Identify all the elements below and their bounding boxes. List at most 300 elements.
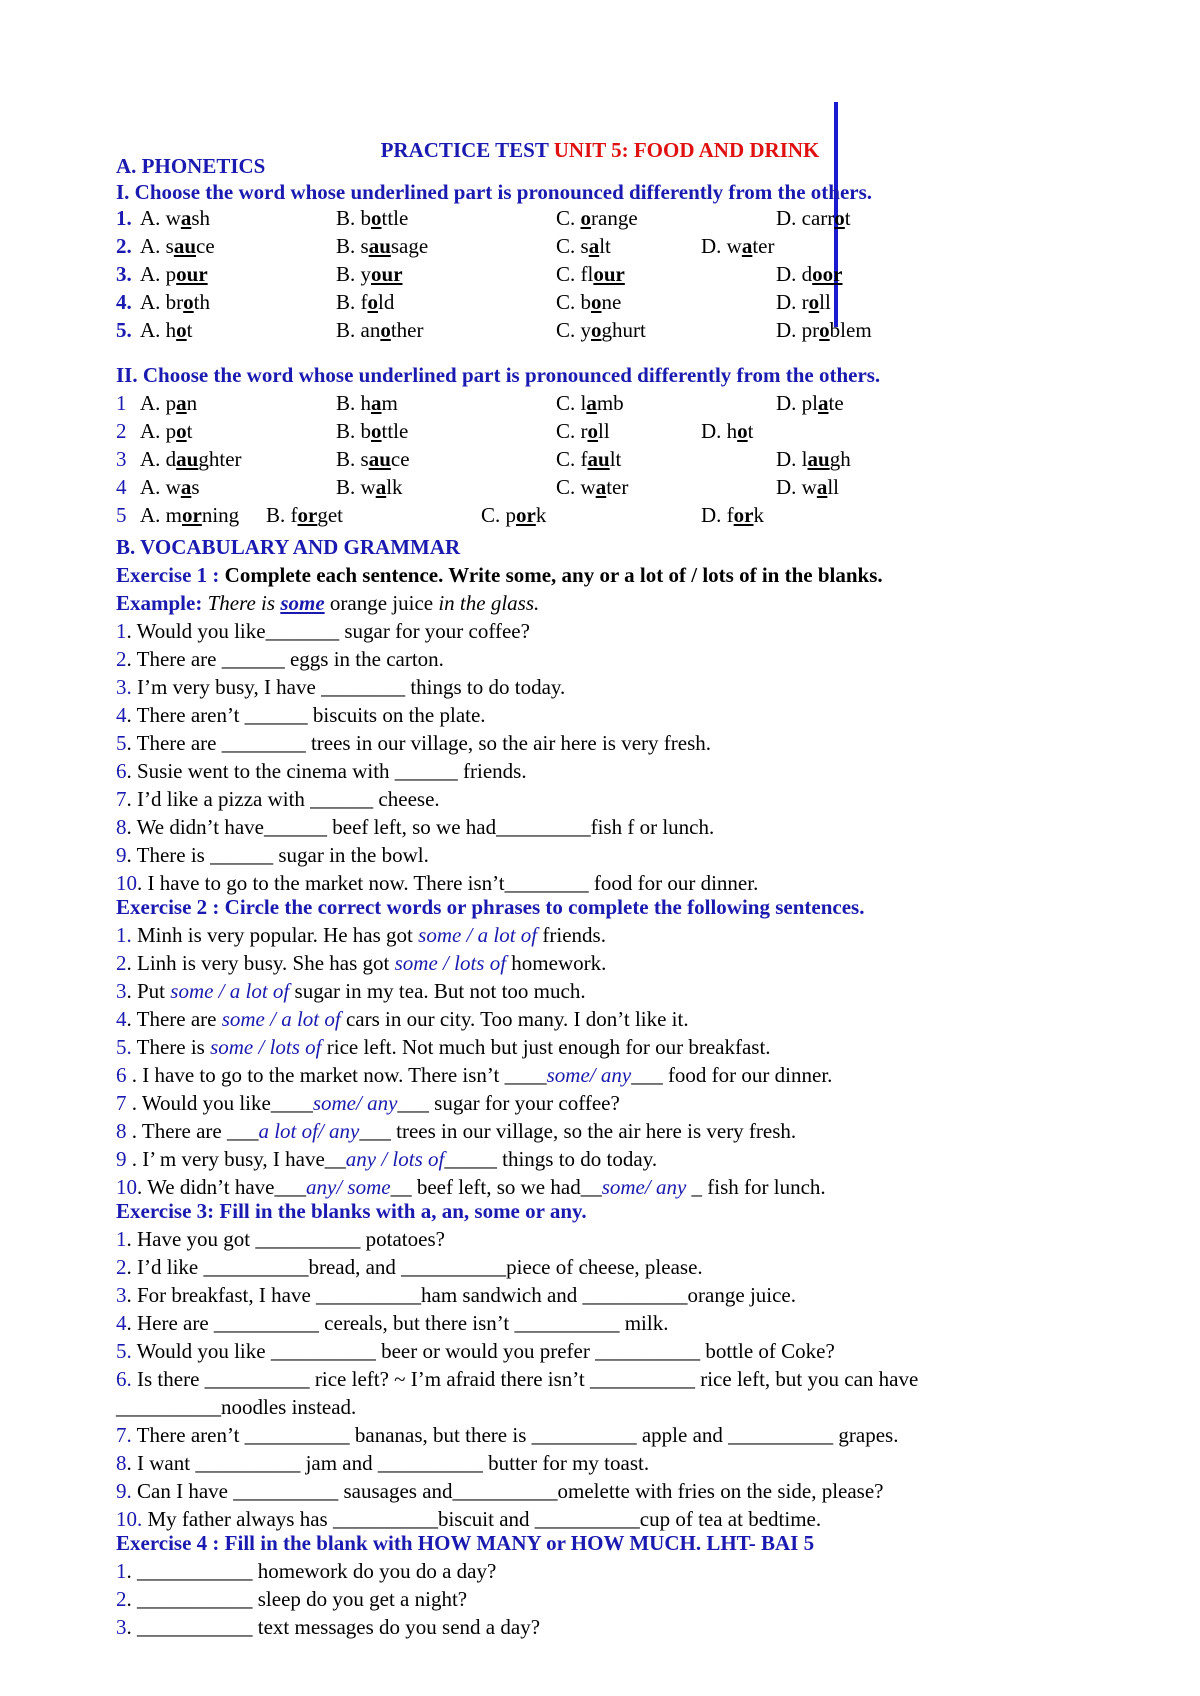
item-text: . ___________ homework do you do a day? bbox=[126, 1559, 497, 1583]
exercise-item bbox=[116, 785, 440, 813]
option-text: sage bbox=[390, 234, 429, 258]
exercise-item bbox=[116, 1061, 832, 1089]
exercise-item bbox=[116, 1033, 771, 1061]
underlined-part: au bbox=[173, 234, 197, 258]
exercise-item bbox=[116, 701, 486, 729]
option-text: C. l bbox=[556, 391, 587, 415]
underlined-part: o bbox=[371, 419, 382, 443]
question-number: 5 bbox=[116, 503, 127, 527]
underlined-part: a bbox=[176, 391, 187, 415]
exercise-item bbox=[116, 1005, 689, 1033]
option-text: A. br bbox=[140, 290, 184, 314]
item-text: There is bbox=[131, 1035, 211, 1059]
item-number: 4 bbox=[116, 1007, 127, 1031]
option-text: get bbox=[317, 503, 343, 527]
example-label: Example: bbox=[116, 591, 203, 615]
item-number: 10. bbox=[116, 1507, 143, 1531]
item-text: . Linh is very busy. She has got bbox=[126, 951, 395, 975]
option-d bbox=[701, 501, 764, 529]
underlined-part: o bbox=[591, 318, 602, 342]
option-d bbox=[776, 288, 831, 316]
item-number: 10 bbox=[116, 1175, 137, 1199]
option-text: D. r bbox=[776, 290, 809, 314]
question-number: 5. bbox=[116, 318, 132, 342]
item-number: 6 bbox=[116, 759, 127, 783]
option-text: s bbox=[191, 475, 200, 499]
item-number: 7. bbox=[116, 1423, 132, 1447]
option-text: C. w bbox=[556, 475, 596, 499]
item-text: sugar in my tea. But not too much. bbox=[289, 979, 586, 1003]
item-text: . I have to go to the market now. There isn’t ____ bbox=[126, 1063, 547, 1087]
option-b bbox=[336, 260, 403, 288]
section-vocabulary: B. VOCABULARY AND GRAMMAR bbox=[116, 535, 461, 559]
exercise-2-heading bbox=[116, 893, 864, 921]
underlined-part: o bbox=[591, 290, 602, 314]
option-text: B. h bbox=[336, 391, 372, 415]
option-d bbox=[776, 204, 851, 232]
underlined-part: or bbox=[182, 503, 202, 527]
exercise-item bbox=[116, 1365, 918, 1393]
item-number: 3 bbox=[116, 979, 127, 1003]
option-text: ne bbox=[601, 290, 622, 314]
option-text: C. s bbox=[556, 234, 589, 258]
option-b bbox=[336, 417, 408, 445]
underlined-part: a bbox=[586, 391, 597, 415]
question-number: 1 bbox=[116, 391, 127, 415]
option-b bbox=[336, 445, 410, 473]
exercise-3-heading: Exercise 3: Fill in the blanks with a, an, some or any. bbox=[116, 1199, 587, 1223]
option-text: C. p bbox=[481, 503, 517, 527]
option-text: A. p bbox=[140, 419, 177, 443]
underlined-part: a bbox=[180, 475, 192, 499]
option-a bbox=[140, 288, 210, 316]
answer-choice: some / a lot of bbox=[418, 923, 538, 947]
option-text: ning bbox=[201, 503, 240, 527]
option-text: C. b bbox=[556, 290, 592, 314]
item-number: 2 bbox=[116, 951, 127, 975]
item-text: Can I have __________ sausages and__________omelette with fries on the side, please? bbox=[131, 1479, 884, 1503]
option-a bbox=[140, 501, 239, 529]
option-text: k bbox=[535, 503, 547, 527]
exercise-4-heading: Exercise 4 : Fill in the blank with HOW MANY or HOW MUCH. LHT- BAI 5 bbox=[116, 1531, 815, 1555]
item-number: 4 bbox=[116, 1311, 127, 1335]
underlined-part: a bbox=[371, 391, 382, 415]
option-text: B. f bbox=[336, 290, 368, 314]
option-d bbox=[776, 389, 844, 417]
option-text: ttle bbox=[381, 419, 409, 443]
exercise-1-example bbox=[116, 589, 539, 617]
item-text: . ___________ sleep do you get a night? bbox=[126, 1587, 468, 1611]
option-text: C. y bbox=[556, 318, 592, 342]
option-text: lk bbox=[386, 475, 403, 499]
exercise-item bbox=[116, 1225, 445, 1253]
item-text: . Put bbox=[126, 979, 171, 1003]
option-a bbox=[140, 204, 210, 232]
item-number: 1 bbox=[116, 1227, 127, 1251]
underlined-part: oor bbox=[812, 262, 843, 286]
phonetics-2-instruction: II. Choose the word whose underlined part is pronounced differently from the others. bbox=[116, 363, 881, 387]
underlined-part: o bbox=[367, 290, 378, 314]
item-text: ___ sugar for your coffee? bbox=[397, 1091, 620, 1115]
option-text: D. w bbox=[701, 234, 742, 258]
option-text: ttle bbox=[381, 206, 409, 230]
exercise-item bbox=[116, 1613, 540, 1641]
underlined-part: a bbox=[741, 234, 753, 258]
exercise-2-label: Exercise 2 : bbox=[116, 895, 220, 919]
option-text: C. r bbox=[556, 419, 588, 443]
option-text: A. s bbox=[140, 234, 174, 258]
item-number: 7 bbox=[116, 787, 127, 811]
item-number: 3. bbox=[116, 675, 132, 699]
underlined-part: o bbox=[176, 318, 187, 342]
example-word: some bbox=[280, 591, 325, 615]
option-c bbox=[556, 232, 611, 260]
item-text: . I’ m very busy, I have__ bbox=[126, 1147, 346, 1171]
item-text: . We didn’t have______ beef left, so we had_________fish f or lunch. bbox=[126, 815, 715, 839]
option-text: C. fl bbox=[556, 262, 594, 286]
option-text: ll bbox=[827, 475, 840, 499]
question-number: 3 bbox=[116, 447, 127, 471]
phonetics-row bbox=[116, 473, 1116, 501]
option-a bbox=[140, 232, 215, 260]
option-text: blem bbox=[829, 318, 872, 342]
underlined-part: o bbox=[371, 206, 382, 230]
option-text: ghurt bbox=[601, 318, 646, 342]
option-text: range bbox=[591, 206, 638, 230]
option-c bbox=[556, 445, 621, 473]
underlined-part: our bbox=[593, 262, 625, 286]
underlined-part: o bbox=[808, 290, 820, 314]
option-text: B. s bbox=[336, 234, 369, 258]
option-text: lt bbox=[609, 447, 622, 471]
answer-choice: some/ any bbox=[312, 1091, 398, 1115]
option-text: C. bbox=[556, 206, 581, 230]
example-post: in the glass. bbox=[438, 591, 540, 615]
option-c bbox=[481, 501, 546, 529]
underlined-part: o bbox=[587, 419, 598, 443]
option-c bbox=[556, 204, 638, 232]
item-text: . I want __________ jam and __________ butter for my toast. bbox=[126, 1451, 650, 1475]
title-part1: PRACTICE TEST bbox=[380, 138, 554, 162]
answer-choice: any/ some bbox=[306, 1175, 391, 1199]
item-number: 5 bbox=[116, 731, 127, 755]
option-text: B. y bbox=[336, 262, 372, 286]
underlined-part: a bbox=[595, 475, 607, 499]
option-d bbox=[701, 232, 775, 260]
option-text: A. w bbox=[140, 206, 181, 230]
option-text: D. h bbox=[701, 419, 738, 443]
exercise-item bbox=[116, 1309, 668, 1337]
underlined-part: o bbox=[183, 290, 194, 314]
item-text: Is there __________ rice left? ~ I’m afraid there isn’t __________ rice left, but you can have bbox=[131, 1367, 919, 1391]
item-text: I’m very busy, I have ________ things to do today. bbox=[131, 675, 566, 699]
option-text: t bbox=[186, 419, 193, 443]
question-number: 1. bbox=[116, 206, 132, 230]
section-phonetics: A. PHONETICS bbox=[116, 154, 266, 178]
option-text: ce bbox=[390, 447, 410, 471]
exercise-item bbox=[116, 1585, 467, 1613]
option-a bbox=[140, 445, 242, 473]
item-text: . There are ___ bbox=[126, 1119, 259, 1143]
item-text: . Would you like____ bbox=[126, 1091, 313, 1115]
underlined-part: a bbox=[180, 206, 192, 230]
item-text: . There aren’t ______ biscuits on the plate. bbox=[126, 703, 486, 727]
exercise-1-instruction: Complete each sentence. Write some, any or a lot of / lots of in the blanks. bbox=[219, 563, 883, 587]
answer-choice: some/ any bbox=[546, 1063, 632, 1087]
option-b bbox=[336, 473, 403, 501]
exercise-item bbox=[116, 1449, 649, 1477]
item-text: _____ things to do today. bbox=[444, 1147, 658, 1171]
item-text: . I have to go to the market now. There isn’t________ food for our dinner. bbox=[137, 871, 759, 895]
option-d bbox=[776, 316, 872, 344]
exercise-item bbox=[116, 1477, 883, 1505]
option-d bbox=[701, 417, 754, 445]
item-number: 1 bbox=[116, 619, 127, 643]
item-number: 6 bbox=[116, 1063, 127, 1087]
option-b bbox=[266, 501, 343, 529]
phonetics-row bbox=[116, 204, 1116, 232]
item-number: 6. bbox=[116, 1367, 132, 1391]
underlined-part: or bbox=[733, 503, 754, 527]
option-a bbox=[140, 417, 193, 445]
option-text: D. f bbox=[701, 503, 734, 527]
title-part2: UNIT 5: FOOD AND DRINK bbox=[553, 138, 820, 162]
exercise-item bbox=[116, 1393, 356, 1421]
option-text: ther bbox=[390, 318, 424, 342]
item-number: 2 bbox=[116, 647, 127, 671]
option-text: th bbox=[193, 290, 211, 314]
example-pre: There is bbox=[202, 591, 281, 615]
phonetics-row bbox=[116, 501, 1116, 529]
option-text: A. w bbox=[140, 475, 181, 499]
option-text: ld bbox=[378, 290, 395, 314]
exercise-item bbox=[116, 757, 527, 785]
item-text: . There are bbox=[126, 1007, 222, 1031]
option-text: gh bbox=[829, 447, 851, 471]
phonetics-1-instruction: I. Choose the word whose underlined part is pronounced differently from the others. bbox=[116, 180, 873, 204]
answer-choice: some / lots of bbox=[210, 1035, 322, 1059]
option-b bbox=[336, 232, 428, 260]
question-number: 2. bbox=[116, 234, 132, 258]
answer-choice: a lot of/ any bbox=[258, 1119, 360, 1143]
option-c bbox=[556, 473, 628, 501]
item-number: 3 bbox=[116, 1615, 127, 1639]
option-text: B. w bbox=[336, 475, 376, 499]
option-text: k bbox=[753, 503, 764, 527]
underlined-part: our bbox=[176, 262, 208, 286]
underlined-part: o bbox=[176, 419, 187, 443]
item-text: . For breakfast, I have __________ham sandwich and __________orange juice. bbox=[126, 1283, 796, 1307]
underlined-part: o bbox=[819, 318, 830, 342]
option-text: ter bbox=[606, 475, 629, 499]
option-b bbox=[336, 389, 398, 417]
item-text: . There is ______ sugar in the bowl. bbox=[126, 843, 429, 867]
exercise-item bbox=[116, 977, 586, 1005]
option-text: m bbox=[381, 391, 398, 415]
exercise-item bbox=[116, 921, 606, 949]
item-text: ___ trees in our village, so the air here is very fresh. bbox=[359, 1119, 797, 1143]
exercise-item bbox=[116, 841, 429, 869]
exercise-item bbox=[116, 1117, 796, 1145]
exercise-item bbox=[116, 813, 714, 841]
option-text: t bbox=[186, 318, 193, 342]
item-text: rice left. Not much but just enough for our breakfast. bbox=[321, 1035, 771, 1059]
exercise-item bbox=[116, 1089, 620, 1117]
item-text: . ___________ text messages do you send a day? bbox=[126, 1615, 541, 1639]
underlined-part: a bbox=[375, 475, 387, 499]
option-text: ll bbox=[819, 290, 831, 314]
option-text: t bbox=[844, 206, 851, 230]
item-number: 9 bbox=[116, 843, 127, 867]
option-c bbox=[556, 260, 625, 288]
answer-choice: any / lots of bbox=[345, 1147, 445, 1171]
option-text: ghter bbox=[198, 447, 242, 471]
underlined-part: o bbox=[580, 206, 592, 230]
option-a bbox=[140, 316, 193, 344]
item-text: There aren’t __________ bananas, but there is __________ apple and __________ grapes. bbox=[131, 1423, 899, 1447]
item-text: . I’d like a pizza with ______ cheese. bbox=[126, 787, 440, 811]
item-number: 9. bbox=[116, 1479, 132, 1503]
underlined-part: au bbox=[807, 447, 830, 471]
option-text: t bbox=[747, 419, 754, 443]
item-number: 1. bbox=[116, 923, 132, 947]
underlined-part: a bbox=[588, 234, 600, 258]
option-text: B. b bbox=[336, 206, 372, 230]
option-a bbox=[140, 389, 197, 417]
item-text: homework. bbox=[506, 951, 607, 975]
option-text: sh bbox=[191, 206, 211, 230]
item-number: 5. bbox=[116, 1339, 132, 1363]
underlined-part: a bbox=[818, 391, 829, 415]
item-number: 3 bbox=[116, 1283, 127, 1307]
item-number: 7 bbox=[116, 1091, 127, 1115]
item-number: 8 bbox=[116, 1119, 127, 1143]
item-number: 2 bbox=[116, 1587, 127, 1611]
option-text: D. d bbox=[776, 262, 813, 286]
answer-choice: some / a lot of bbox=[221, 1007, 341, 1031]
underlined-part: au bbox=[176, 447, 199, 471]
item-number: 8 bbox=[116, 1451, 127, 1475]
item-text: . Susie went to the cinema with ______ friends. bbox=[126, 759, 527, 783]
item-text: . Here are __________ cereals, but there isn’t __________ milk. bbox=[126, 1311, 669, 1335]
option-text: lt bbox=[599, 234, 611, 258]
exercise-item bbox=[116, 617, 530, 645]
phonetics-row bbox=[116, 389, 1116, 417]
underlined-part: or bbox=[297, 503, 318, 527]
option-a bbox=[140, 260, 208, 288]
item-number: 10 bbox=[116, 871, 137, 895]
item-text: . There are ______ eggs in the carton. bbox=[126, 647, 444, 671]
item-text: _ fish for lunch. bbox=[686, 1175, 826, 1199]
option-text: n bbox=[186, 391, 198, 415]
item-text: __ beef left, so we had__ bbox=[390, 1175, 602, 1199]
answer-choice: some / a lot of bbox=[170, 979, 290, 1003]
underlined-part: a bbox=[816, 475, 828, 499]
question-number: 4. bbox=[116, 290, 132, 314]
item-number: 9 bbox=[116, 1147, 127, 1171]
option-text: mb bbox=[596, 391, 624, 415]
option-text: ter bbox=[752, 234, 775, 258]
underlined-part: au bbox=[368, 447, 391, 471]
option-text: C. f bbox=[556, 447, 588, 471]
item-number: 8 bbox=[116, 815, 127, 839]
item-text: . I’d like __________bread, and __________piece of cheese, please. bbox=[126, 1255, 703, 1279]
option-text: ll bbox=[598, 419, 610, 443]
item-text: ___ food for our dinner. bbox=[631, 1063, 833, 1087]
option-b bbox=[336, 316, 423, 344]
question-number: 3. bbox=[116, 262, 132, 286]
item-text: Would you like __________ beer or would you prefer __________ bottle of Coke? bbox=[131, 1339, 835, 1363]
option-c bbox=[556, 288, 621, 316]
option-c bbox=[556, 316, 646, 344]
option-text: D. carr bbox=[776, 206, 835, 230]
option-text: B. s bbox=[336, 447, 369, 471]
option-c bbox=[556, 389, 624, 417]
question-number: 4 bbox=[116, 475, 127, 499]
underlined-part: o bbox=[737, 419, 748, 443]
phonetics-row bbox=[116, 316, 1116, 344]
option-text: ce bbox=[196, 234, 215, 258]
exercise-item bbox=[116, 1421, 898, 1449]
underlined-part: au bbox=[587, 447, 610, 471]
option-c bbox=[556, 417, 610, 445]
exercise-item bbox=[116, 1253, 703, 1281]
exercise-item bbox=[116, 673, 565, 701]
option-d bbox=[776, 260, 843, 288]
phonetics-row bbox=[116, 232, 1116, 260]
option-text: D. w bbox=[776, 475, 817, 499]
option-b bbox=[336, 288, 394, 316]
exercise-item bbox=[116, 1281, 796, 1309]
item-number: 5. bbox=[116, 1035, 132, 1059]
phonetics-row bbox=[116, 445, 1116, 473]
underlined-part: our bbox=[371, 262, 403, 286]
item-number: 2 bbox=[116, 1255, 127, 1279]
option-text: A. p bbox=[140, 391, 177, 415]
option-d bbox=[776, 473, 839, 501]
question-number: 2 bbox=[116, 419, 127, 443]
option-text: B. an bbox=[336, 318, 381, 342]
item-text: . Would you like_______ sugar for your coffee? bbox=[126, 619, 530, 643]
phonetics-row bbox=[116, 288, 1116, 316]
option-text: A. d bbox=[140, 447, 177, 471]
item-text: . Have you got __________ potatoes? bbox=[126, 1227, 445, 1251]
option-text: B. f bbox=[266, 503, 298, 527]
item-number: 1 bbox=[116, 1559, 127, 1583]
exercise-item bbox=[116, 1337, 835, 1365]
exercise-1-label: Exercise 1 : bbox=[116, 563, 220, 587]
item-text: __________noodles instead. bbox=[116, 1395, 357, 1419]
item-text: friends. bbox=[537, 923, 606, 947]
option-b bbox=[336, 204, 408, 232]
item-text: . We didn’t have___ bbox=[137, 1175, 307, 1199]
underlined-part: au bbox=[368, 234, 391, 258]
exercise-item bbox=[116, 1145, 657, 1173]
exercise-item bbox=[116, 645, 444, 673]
item-text: . There are ________ trees in our village, so the air here is very fresh. bbox=[126, 731, 711, 755]
underlined-part: o bbox=[380, 318, 391, 342]
example-mid: orange juice bbox=[324, 591, 439, 615]
option-text: A. m bbox=[140, 503, 182, 527]
phonetics-row bbox=[116, 260, 1116, 288]
underlined-part: o bbox=[834, 206, 845, 230]
answer-choice: some / lots of bbox=[394, 951, 507, 975]
exercise-2-instruction: Circle the correct words or phrases to complete the following sentences. bbox=[219, 895, 865, 919]
exercise-item bbox=[116, 729, 711, 757]
item-text: My father always has __________biscuit and __________cup of tea at bedtime. bbox=[142, 1507, 822, 1531]
answer-choice: some/ any bbox=[601, 1175, 687, 1199]
option-a bbox=[140, 473, 200, 501]
